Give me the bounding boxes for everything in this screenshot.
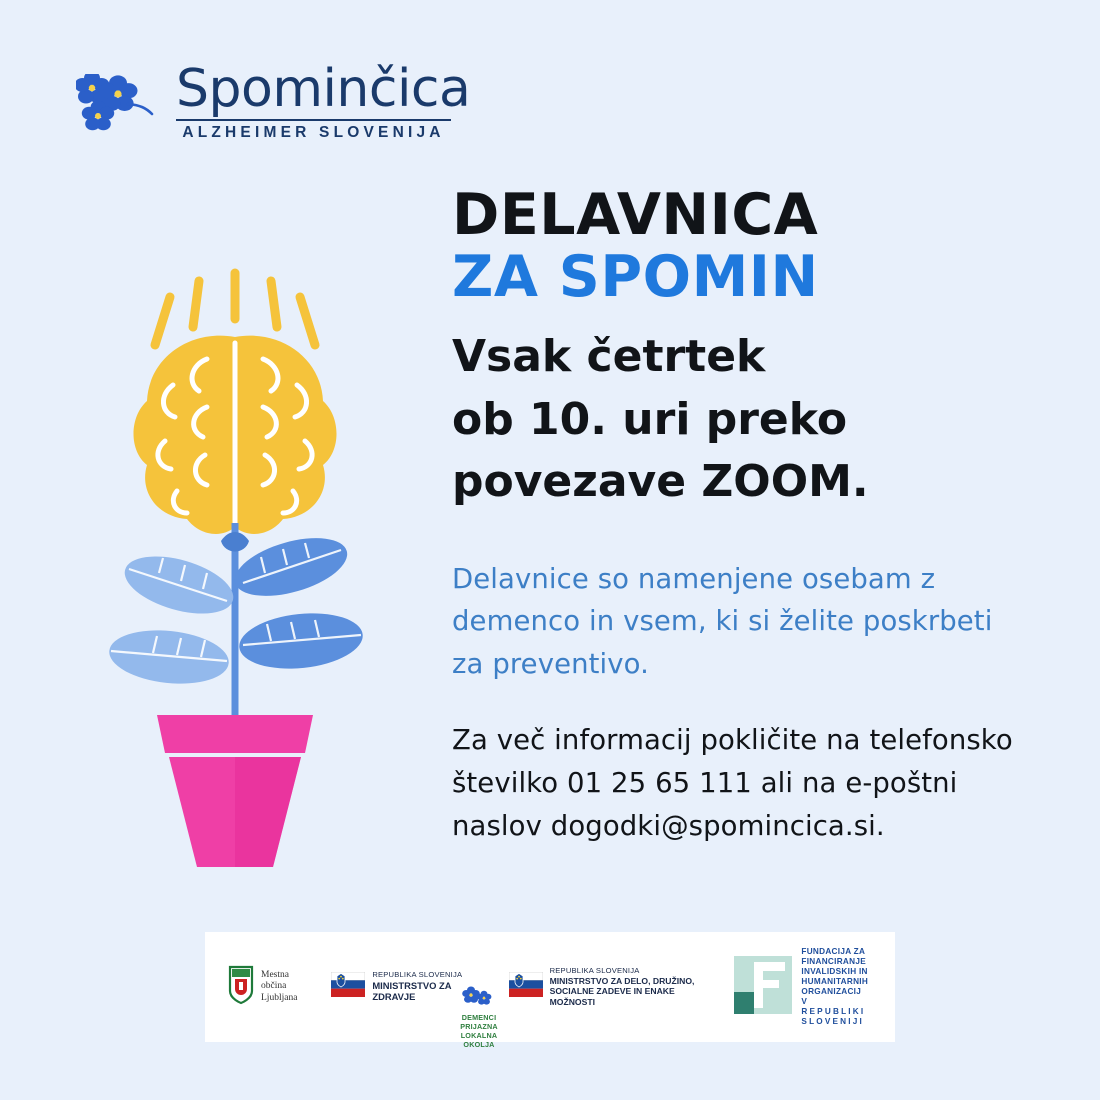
page-subtitle: ZA SPOMIN <box>452 243 819 310</box>
sponsor-label-ministrstvo-za-zdravje: REPUBLIKA SLOVENIJA MINISTRSTVO ZA ZDRAVJE <box>372 970 463 1003</box>
brand-logo <box>76 59 476 162</box>
schedule-line-2: ob 10. uri preko <box>452 393 848 445</box>
sponsor-label-ljubljana: Mestna občina Ljubljana <box>261 970 298 1003</box>
brand-subtitle: ALZHEIMER SLOVENIJA <box>182 123 445 141</box>
demenci-prijazna-badge <box>434 986 524 1049</box>
slovenia-flag-icon <box>331 972 365 1002</box>
audience-description: Delavnice so namenjene osebam z demenco in vsem, ki si želite poskrbeti za preventivo. <box>452 562 993 680</box>
brain-flower-in-pot-illustration <box>95 255 395 875</box>
ljubljana-coat-of-arms-icon <box>228 965 254 1010</box>
sponsor-logo-ljubljana <box>219 965 322 1010</box>
sponsor-logo-mddsz <box>500 967 724 1006</box>
sponsor-label-mddsz: REPUBLIKA SLOVENIJA MINISTRSTVO ZA DELO, DRUŽINO, SOCIALNE ZADEVE IN ENAKE MOŽNOSTI <box>549 966 695 1007</box>
poster-content <box>452 182 1022 847</box>
forget-me-not-flowers-icon <box>76 74 172 136</box>
demenci-prijazna-lokalna-okolja-icon <box>462 995 496 1012</box>
brand-name: Spominčica <box>176 59 471 119</box>
schedule-line-3: povezave ZOOM. <box>452 456 869 508</box>
demenci-prijazna-label: DEMENCI PRIJAZNA LOKALNA OKOLJA <box>460 1013 498 1049</box>
sponsor-bar <box>205 932 895 1042</box>
page-title: DELAVNICA <box>452 182 819 248</box>
contact-information: Za več informacij pokličite na telefonsko številko 01 25 65 111 ali na e-poštni naslov dogodki@spomincica.si. <box>452 724 1013 842</box>
schedule-line-1: Vsak četrtek <box>452 331 766 383</box>
schedule-text <box>452 326 1022 513</box>
sponsor-label-fiho: FUNDACIJA ZA FINANCIRANJE INVALIDSKIH IN HUMANITARNIH ORGANIZACIJ V REPUBLIKI SLOVENIJI <box>801 947 869 1026</box>
brand-wordmark <box>176 59 476 142</box>
fiho-logo-icon <box>732 954 794 1021</box>
sponsor-logo-fiho <box>723 947 881 1027</box>
